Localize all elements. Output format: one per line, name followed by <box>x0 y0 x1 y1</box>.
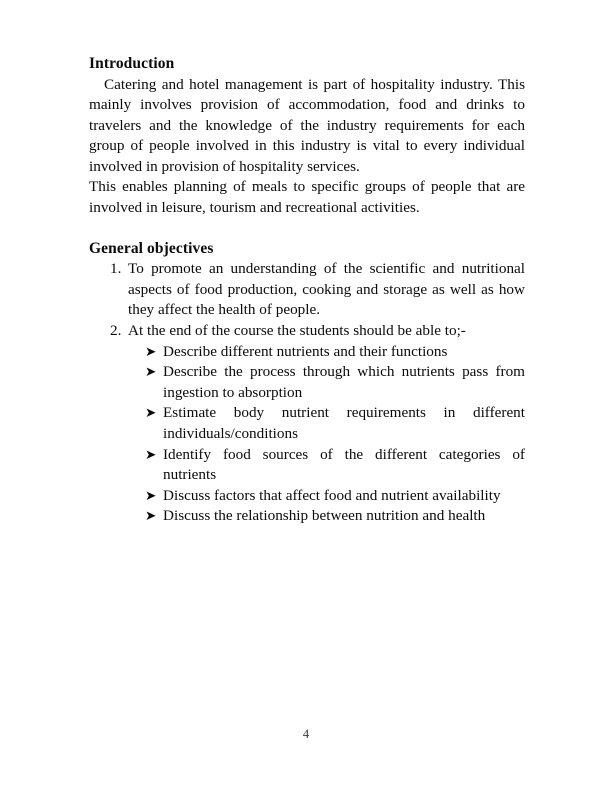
paragraph-intro-2: This enables planning of meals to specific groups of people that are involved in leisure, tourism and recreational activities. <box>89 178 525 217</box>
list-item <box>89 259 525 321</box>
list-item <box>145 362 525 403</box>
list-item-text: Describe different nutrients and their functions <box>163 342 448 360</box>
list-item <box>145 486 525 507</box>
page-content <box>89 54 525 527</box>
list-item-text: Describe the process through which nutrients pass from ingestion to absorption <box>163 363 525 401</box>
arrow-bullet-icon: ➤ <box>145 487 157 504</box>
page-number: 4 <box>302 727 310 741</box>
list-item <box>145 403 525 444</box>
section-heading-general-objectives: General objectives <box>89 239 214 257</box>
list-marker: 1. <box>110 260 122 278</box>
list-marker: 2. <box>110 321 122 339</box>
list-item <box>145 342 525 363</box>
list-item-text: To promote an understanding of the scientific and nutritional aspects of food production, cooking and storage as well as how they affect the health of people. <box>128 260 525 319</box>
list-item-text: Discuss factors that affect food and nutrient availability <box>163 486 501 504</box>
arrow-bullet-icon: ➤ <box>145 364 157 381</box>
arrow-bullet-icon: ➤ <box>145 446 157 463</box>
paragraph-intro-1: Catering and hotel management is part of hospitality industry. This mainly involves provision of accommodation, food and drinks to travelers and the knowledge of the industry requirements for each group of people involved in this industry is vital to every individual involved in provision of hospitality services. <box>89 75 525 175</box>
arrow-bullet-icon: ➤ <box>145 343 157 360</box>
list-item <box>145 445 525 486</box>
list-item-text: Identify food sources of the different categories of nutrients <box>163 445 525 484</box>
list-item-text: Discuss the relationship between nutrition and health <box>163 507 486 525</box>
objectives-bullet-list <box>89 342 525 527</box>
objectives-numbered-list <box>89 259 525 341</box>
list-item-text: Estimate body nutrient requirements in different individuals/conditions <box>163 404 525 442</box>
list-item <box>89 321 525 342</box>
section-heading-introduction: Introduction <box>89 55 175 72</box>
arrow-bullet-icon: ➤ <box>145 508 157 525</box>
list-item-text: At the end of the course the students should be able to;- <box>128 321 466 339</box>
list-item <box>145 506 525 527</box>
arrow-bullet-icon: ➤ <box>145 405 157 422</box>
